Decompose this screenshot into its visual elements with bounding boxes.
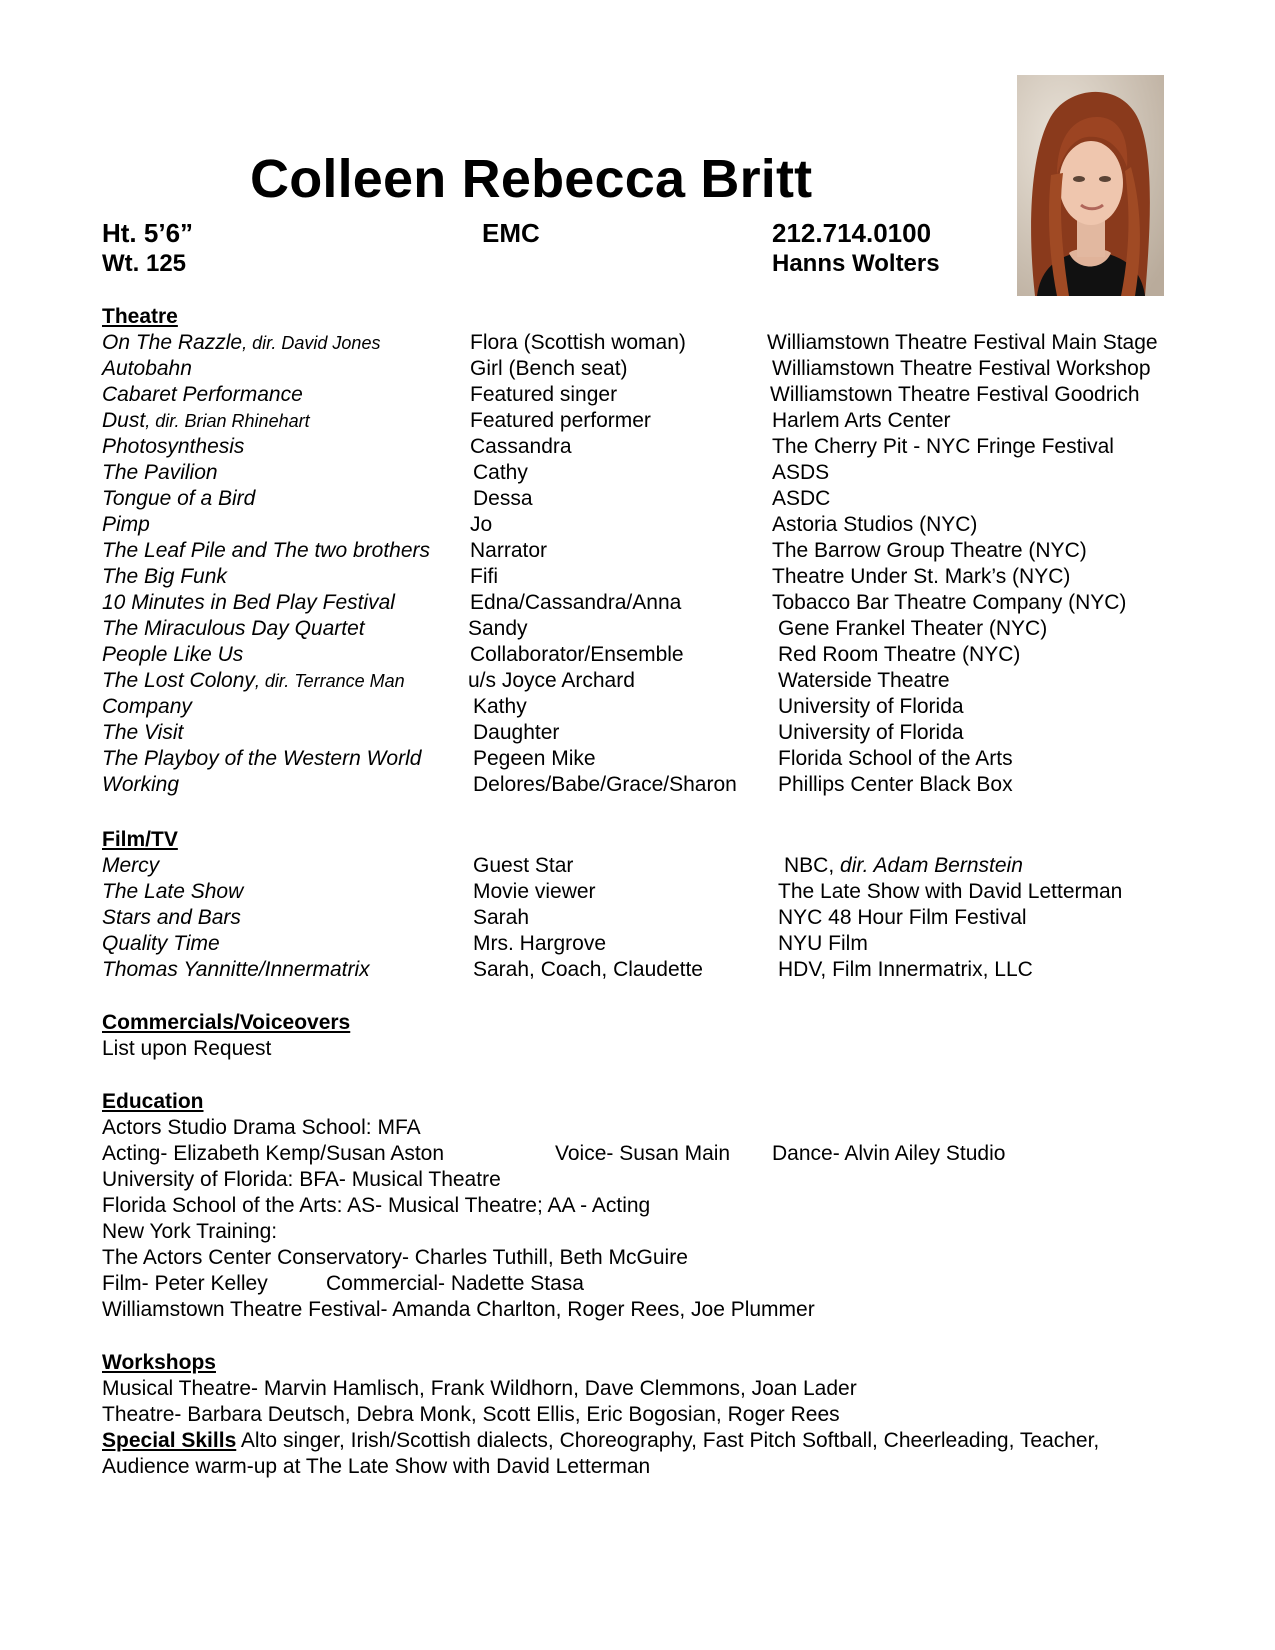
film-row xyxy=(0,906,1275,932)
show-title: People Like Us xyxy=(102,643,244,666)
role: Kathy xyxy=(473,695,527,718)
show-title: The Big Funk xyxy=(102,565,227,588)
role: Sarah, Coach, Claudette xyxy=(473,958,703,981)
role: Featured singer xyxy=(470,383,618,406)
role: Sandy xyxy=(468,617,528,640)
role: Guest Star xyxy=(473,854,574,877)
show-title: Autobahn xyxy=(102,357,192,380)
show-title: Thomas Yannitte/Innermatrix xyxy=(102,958,370,981)
theatre-row xyxy=(0,591,1275,617)
show-title: Pimp xyxy=(102,513,150,536)
commercials-text: List upon Request xyxy=(102,1037,272,1060)
show-title: The Late Show xyxy=(102,880,244,903)
venue: Harlem Arts Center xyxy=(772,409,951,432)
show-title: Tongue of a Bird xyxy=(102,487,256,510)
show-title: The Pavilion xyxy=(102,461,218,484)
education-line: New York Training: xyxy=(102,1220,278,1243)
education-line: The Actors Center Conservatory- Charles Tuthill, Beth McGuire xyxy=(102,1246,688,1269)
role: Sarah xyxy=(473,906,530,929)
film-row xyxy=(0,880,1275,906)
theatre-row xyxy=(0,435,1275,461)
theatre-row xyxy=(0,695,1275,721)
venue: The Cherry Pit - NYC Fringe Festival xyxy=(772,435,1114,458)
venue: The Barrow Group Theatre (NYC) xyxy=(772,539,1087,562)
education-line: University of Florida: BFA- Musical Theatre xyxy=(102,1168,501,1191)
venue: ASDC xyxy=(772,487,831,510)
role: Daughter xyxy=(473,721,560,744)
film-row xyxy=(0,854,1275,880)
venue: University of Florida xyxy=(778,721,964,744)
role: Fifi xyxy=(470,565,498,588)
venue: HDV, Film Innermatrix, LLC xyxy=(778,958,1033,981)
education-line: Williamstown Theatre Festival- Amanda Charlton, Roger Rees, Joe Plummer xyxy=(102,1298,815,1321)
theatre-row xyxy=(0,487,1275,513)
role: Girl (Bench seat) xyxy=(470,357,628,380)
role: Jo xyxy=(470,513,493,536)
show-title: Cabaret Performance xyxy=(102,383,303,406)
show-title: 10 Minutes in Bed Play Festival xyxy=(102,591,395,614)
phone-number: 212.714.0100 xyxy=(772,218,932,248)
film-row xyxy=(0,932,1275,958)
role: Collaborator/Ensemble xyxy=(470,643,684,666)
theatre-row xyxy=(0,461,1275,487)
venue: ASDS xyxy=(772,461,830,484)
education-dance: Dance- Alvin Ailey Studio xyxy=(772,1142,1006,1165)
theatre-row xyxy=(0,773,1275,799)
theatre-row xyxy=(0,617,1275,643)
headshot-photo xyxy=(1017,75,1164,296)
venue: NYU Film xyxy=(778,932,868,955)
role: Featured performer xyxy=(470,409,651,432)
film-row xyxy=(0,958,1275,984)
workshops-line: Theatre- Barbara Deutsch, Debra Monk, Scott Ellis, Eric Bogosian, Roger Rees xyxy=(102,1403,840,1426)
show-title: The Miraculous Day Quartet xyxy=(102,617,365,640)
venue: Gene Frankel Theater (NYC) xyxy=(778,617,1048,640)
theatre-row xyxy=(0,383,1275,409)
venue: Tobacco Bar Theatre Company (NYC) xyxy=(772,591,1127,614)
venue: University of Florida xyxy=(778,695,964,718)
workshops-line: Musical Theatre- Marvin Hamlisch, Frank Wildhorn, Dave Clemmons, Joan Lader xyxy=(102,1377,857,1400)
role: Flora (Scottish woman) xyxy=(470,331,686,354)
venue: Theatre Under St. Mark’s (NYC) xyxy=(772,565,1071,588)
show-title: Dust, dir. Brian Rhinehart xyxy=(102,409,310,432)
height: Ht. 5’6” xyxy=(102,218,194,248)
show-title: Company xyxy=(102,695,192,718)
show-title: The Leaf Pile and The two brothers xyxy=(102,539,431,562)
venue: Astoria Studios (NYC) xyxy=(772,513,978,536)
workshops-heading: Workshops xyxy=(102,1351,216,1374)
venue: Phillips Center Black Box xyxy=(778,773,1013,796)
venue: Waterside Theatre xyxy=(778,669,950,692)
venue: Williamstown Theatre Festival Goodrich xyxy=(770,383,1140,406)
role: Movie viewer xyxy=(473,880,596,903)
education-line: Actors Studio Drama School: MFA xyxy=(102,1116,421,1139)
special-skills-heading: Special Skills xyxy=(102,1429,237,1452)
education-heading: Education xyxy=(102,1090,204,1113)
theatre-row xyxy=(0,747,1275,773)
education-voice: Voice- Susan Main xyxy=(555,1142,731,1165)
show-title: Working xyxy=(102,773,180,796)
special-skills-text: Alto singer, Irish/Scottish dialects, Choreography, Fast Pitch Softball, Cheerleading, Teacher, xyxy=(236,1429,1100,1452)
show-title: Mercy xyxy=(102,854,160,877)
agency-name: Hanns Wolters xyxy=(772,250,940,277)
film-tv-heading: Film/TV xyxy=(102,828,178,851)
theatre-row xyxy=(0,357,1275,383)
theatre-row xyxy=(0,409,1275,435)
special-skills xyxy=(102,1429,1099,1453)
venue: NYC 48 Hour Film Festival xyxy=(778,906,1027,929)
theatre-row xyxy=(0,721,1275,747)
commercials-heading: Commercials/Voiceovers xyxy=(102,1011,351,1034)
show-title: Photosynthesis xyxy=(102,435,245,458)
role: Mrs. Hargrove xyxy=(473,932,607,955)
role: u/s Joyce Archard xyxy=(468,669,635,692)
show-title: The Visit xyxy=(102,721,184,744)
headshot-image xyxy=(1017,75,1164,296)
show-title: On The Razzle, dir. David Jones xyxy=(102,331,381,354)
weight: Wt. 125 xyxy=(102,250,187,277)
theatre-row xyxy=(0,331,1275,357)
education-film: Film- Peter Kelley xyxy=(102,1272,268,1295)
theatre-row xyxy=(0,565,1275,591)
education-commercial: Commercial- Nadette Stasa xyxy=(326,1272,584,1295)
role: Edna/Cassandra/Anna xyxy=(470,591,682,614)
venue: Florida School of the Arts xyxy=(778,747,1013,770)
education-line: Florida School of the Arts: AS- Musical Theatre; AA - Acting xyxy=(102,1194,651,1217)
theatre-row xyxy=(0,539,1275,565)
show-title: Quality Time xyxy=(102,932,220,955)
resume-name: Colleen Rebecca Britt xyxy=(250,149,813,209)
education-acting: Acting- Elizabeth Kemp/Susan Aston xyxy=(102,1142,445,1165)
show-title: Stars and Bars xyxy=(102,906,241,929)
theatre-row xyxy=(0,513,1275,539)
theatre-row xyxy=(0,643,1275,669)
venue: NBC, dir. Adam Bernstein xyxy=(784,854,1023,877)
venue: Red Room Theatre (NYC) xyxy=(778,643,1021,666)
theatre-row xyxy=(0,669,1275,695)
venue: Williamstown Theatre Festival Workshop xyxy=(772,357,1151,380)
show-title: The Playboy of the Western World xyxy=(102,747,422,770)
venue: Williamstown Theatre Festival Main Stage xyxy=(767,331,1158,354)
special-skills-line: Audience warm-up at The Late Show with David Letterman xyxy=(102,1455,651,1478)
role: Narrator xyxy=(470,539,548,562)
role: Pegeen Mike xyxy=(473,747,596,770)
role: Delores/Babe/Grace/Sharon xyxy=(473,773,737,796)
role: Cassandra xyxy=(470,435,572,458)
union-status: EMC xyxy=(482,218,540,248)
theatre-heading: Theatre xyxy=(102,305,178,328)
venue: The Late Show with David Letterman xyxy=(778,880,1123,903)
show-title: The Lost Colony, dir. Terrance Man xyxy=(102,669,405,692)
role: Cathy xyxy=(473,461,528,484)
role: Dessa xyxy=(473,487,533,510)
